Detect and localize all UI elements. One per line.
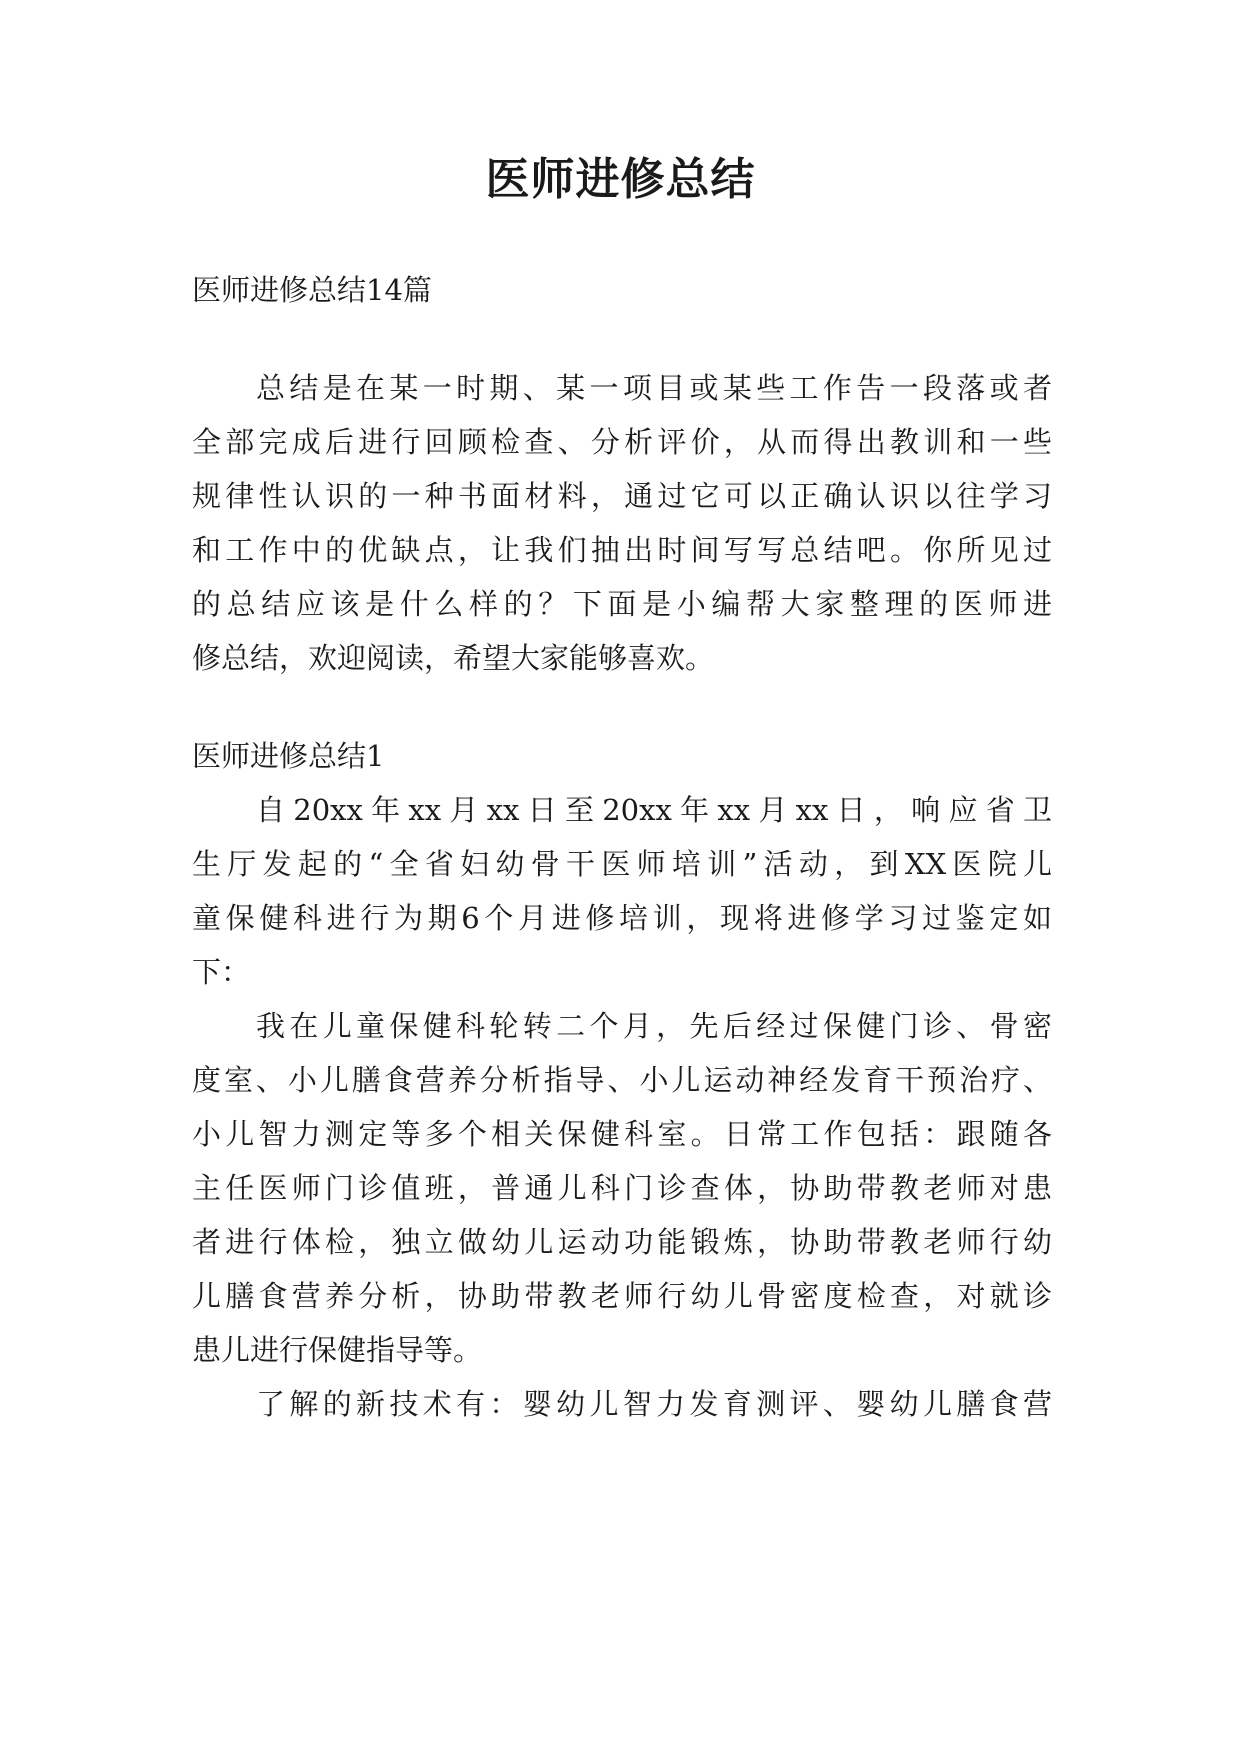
intro-line: 规律性认识的一种书面材料，通过它可以正确认识以往学习 (192, 479, 1052, 513)
paragraph-line: 生厅发起的“全省妇幼骨干医师培训”活动，到XX医院儿 (192, 847, 1052, 881)
paragraph-line: 我在儿童保健科轮转二个月，先后经过保健门诊、骨密 (256, 1009, 1052, 1043)
paragraph-line: 患儿进行保健指导等。 (192, 1333, 483, 1367)
intro-line: 修总结，欢迎阅读，希望大家能够喜欢。 (192, 641, 715, 675)
paragraph-line: 自20xx年xx月xx日至20xx年xx月xx日，响应省卫 (256, 793, 1052, 827)
paragraph-line: 儿膳食营养分析，协助带教老师行幼儿骨密度检查，对就诊 (192, 1279, 1052, 1313)
paragraph-line: 主任医师门诊值班，普通儿科门诊查体，协助带教老师对患 (192, 1171, 1052, 1205)
paragraph-line: 度室、小儿膳食营养分析指导、小儿运动神经发育干预治疗、 (192, 1063, 1052, 1097)
paragraph-line: 了解的新技术有：婴幼儿智力发育测评、婴幼儿膳食营 (256, 1387, 1052, 1421)
paragraph-line: 童保健科进行为期6个月进修培训，现将进修学习过鉴定如 (192, 901, 1052, 935)
section-heading: 医师进修总结1 (192, 739, 385, 773)
intro-line: 和工作中的优缺点，让我们抽出时间写写总结吧。你所见过 (192, 533, 1052, 567)
paragraph-line: 下： (192, 955, 251, 989)
intro-line: 总结是在某一时期、某一项目或某些工作告一段落或者 (256, 371, 1052, 405)
document-title: 医师进修总结 (485, 154, 756, 205)
intro-line: 全部完成后进行回顾检查、分析评价，从而得出教训和一些 (192, 425, 1052, 459)
paragraph-line: 小儿智力测定等多个相关保健科室。日常工作包括：跟随各 (192, 1117, 1052, 1151)
intro-line: 的总结应该是什么样的？下面是小编帮大家整理的医师进 (192, 587, 1052, 621)
document-subtitle: 医师进修总结14篇 (192, 273, 432, 307)
paragraph-line: 者进行体检，独立做幼儿运动功能锻炼，协助带教老师行幼 (192, 1225, 1052, 1259)
